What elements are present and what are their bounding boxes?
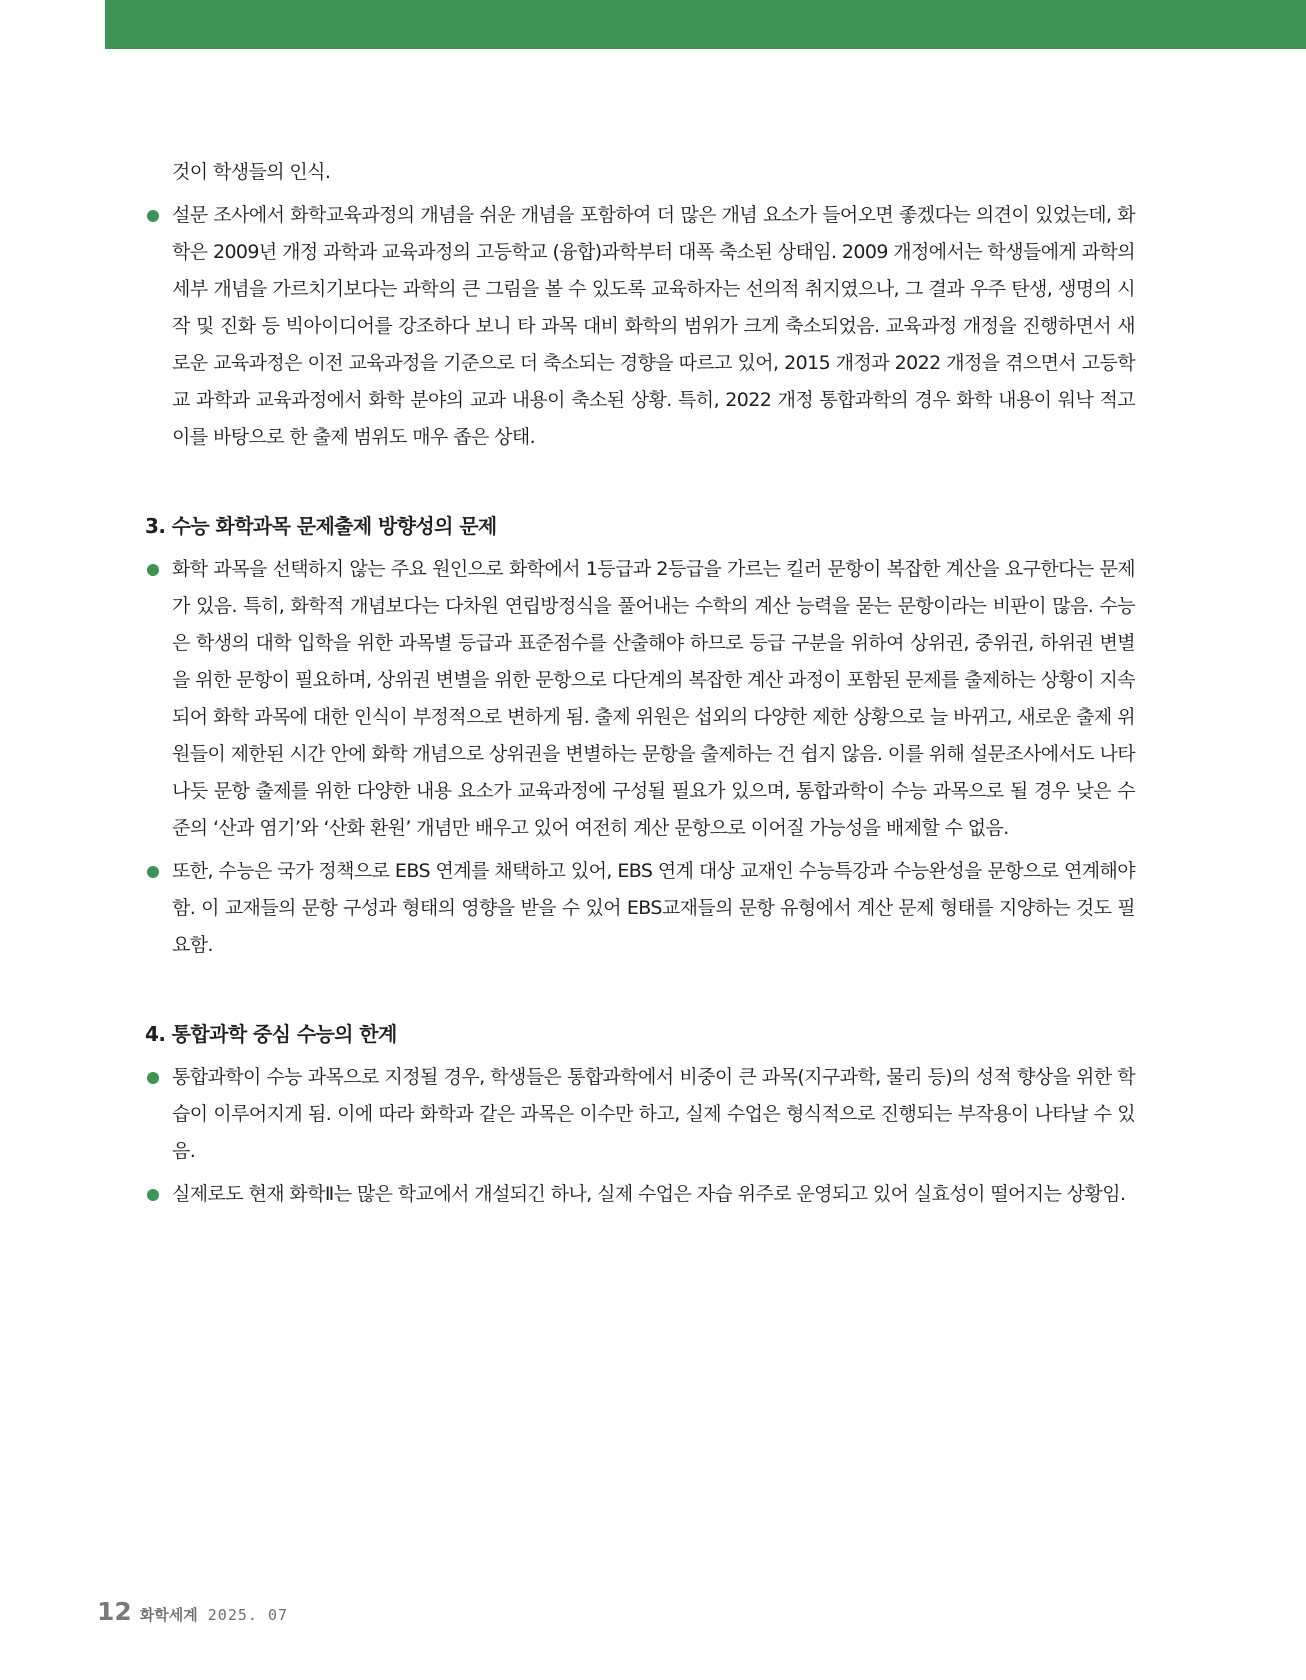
bullet-text: 화학 과목을 선택하지 않는 주요 원인으로 화학에서 1등급과 2등급을 가르는 킬러 문항이 복잡한 계산을 요구한다는 문제가 있음. 특히, 화학적 개념보다는 다차원 연립방정식을 풀어내는 수학의 계산 능력을 묻는 문항이라는 비판이 많음. 수능은 학생의 대학 입학을 위한 과목별 등급과 표준점수를 산출해야 하므로 등급 구분을 위하여 상위권, 중위권, 하위권 변별을 위한 문항이 필요하며, 상위권 변별을 위한 문항으로 다단계의 복잡한 계산 과정이 포함된 문제를 출제하는 상황이 지속되어 화학 과목에 대한 인식이 부정적으로 변하게 됨. 출제 위원은 섭외의 다양한 제한 상황으로 늘 바뀌고, 새로운 출제 위원들이 제한된 시간 안에 화학 개념으로 상위권을 변별하는 문항을 출제하는 건 쉽지 않음. 이를 위해 설문조사에서도 나타나듯 문항 출제를 위한 다양한 내용 요소가 교육과정에 구성될 필요가 있으며, 통합과학이 수능 과목으로 될 경우 낮은 수준의 ‘산과 염기’와 ‘산화 환원’ 개념만 배우고 있어 여전히 계산 문항으로 이어질 가능성을 배제할 수 없음. — [172, 558, 1135, 839]
bullet-text: 통합과학이 수능 과목으로 지정될 경우, 학생들은 통합과학에서 비중이 큰 과목(지구과학, 물리 등)의 성적 향상을 위한 학습이 이루어지게 됨. 이에 따라 화학과 같은 과목은 이수만 하고, 실제 수업은 형식적으로 진행되는 부작용이 나타날 수 있음. — [172, 1066, 1135, 1162]
bullet-item — [145, 197, 1135, 456]
issue-date: 2025. 07 — [207, 1606, 289, 1624]
bullet-dot-icon — [147, 1189, 159, 1201]
bullet-dot-icon — [147, 210, 159, 222]
magazine-name: 화학세계 — [139, 1606, 198, 1624]
bullet-dot-icon — [147, 866, 159, 878]
bullet-text: 또한, 수능은 국가 정책으로 EBS 연계를 채택하고 있어, EBS 연계 대상 교재인 수능특강과 수능완성을 문항으로 연계해야 함. 이 교재들의 문항 구성과 형태의 영향을 받을 수 있어 EBS교재들의 문항 유형에서 계산 문제 형태를 지양하는 것도 필요함. — [172, 860, 1135, 956]
bullet-dot-icon — [147, 564, 159, 576]
page-number: 12 — [97, 1597, 132, 1626]
bullet-item — [145, 853, 1135, 964]
continued-paragraph: 것이 학생들의 인식. — [172, 161, 331, 183]
page-footer — [97, 1597, 288, 1626]
bullet-dot-icon — [147, 1072, 159, 1084]
header-accent-bar — [105, 0, 1306, 49]
bullet-text: 실제로도 현재 화학Ⅱ는 많은 학교에서 개설되긴 하나, 실제 수업은 자습 위주로 운영되고 있어 실효성이 떨어지는 상황임. — [172, 1183, 1126, 1205]
section-heading-4: 4. 통합과학 중심 수능의 한계 — [145, 1022, 397, 1046]
bullet-item — [145, 1059, 1135, 1170]
article-body — [145, 154, 1135, 1219]
bullet-item — [145, 551, 1135, 847]
bullet-item — [145, 1176, 1135, 1213]
section-heading-3: 3. 수능 화학과목 문제출제 방향성의 문제 — [145, 514, 497, 538]
bullet-text: 설문 조사에서 화학교육과정의 개념을 쉬운 개념을 포함하여 더 많은 개념 요소가 들어오면 좋겠다는 의견이 있었는데, 화학은 2009년 개정 과학과 교육과정의 고등학교 (융합)과학부터 대폭 축소된 상태임. 2009 개정에서는 학생들에게 과학의 세부 개념을 가르치기보다는 과학의 큰 그림을 볼 수 있도록 교육하자는 선의적 취지였으나, 그 결과 우주 탄생, 생명의 시작 및 진화 등 빅아이디어를 강조하다 보니 타 과목 대비 화학의 범위가 크게 축소되었음. 교육과정 개정을 진행하면서 새로운 교육과정은 이전 교육과정을 기준으로 더 축소되는 경향을 따르고 있어, 2015 개정과 2022 개정을 겪으면서 고등학교 과학과 교육과정에서 화학 분야의 교과 내용이 축소된 상황. 특히, 2022 개정 통합과학의 경우 화학 내용이 워낙 적고 이를 바탕으로 한 출제 범위도 매우 좁은 상태. — [172, 204, 1135, 448]
